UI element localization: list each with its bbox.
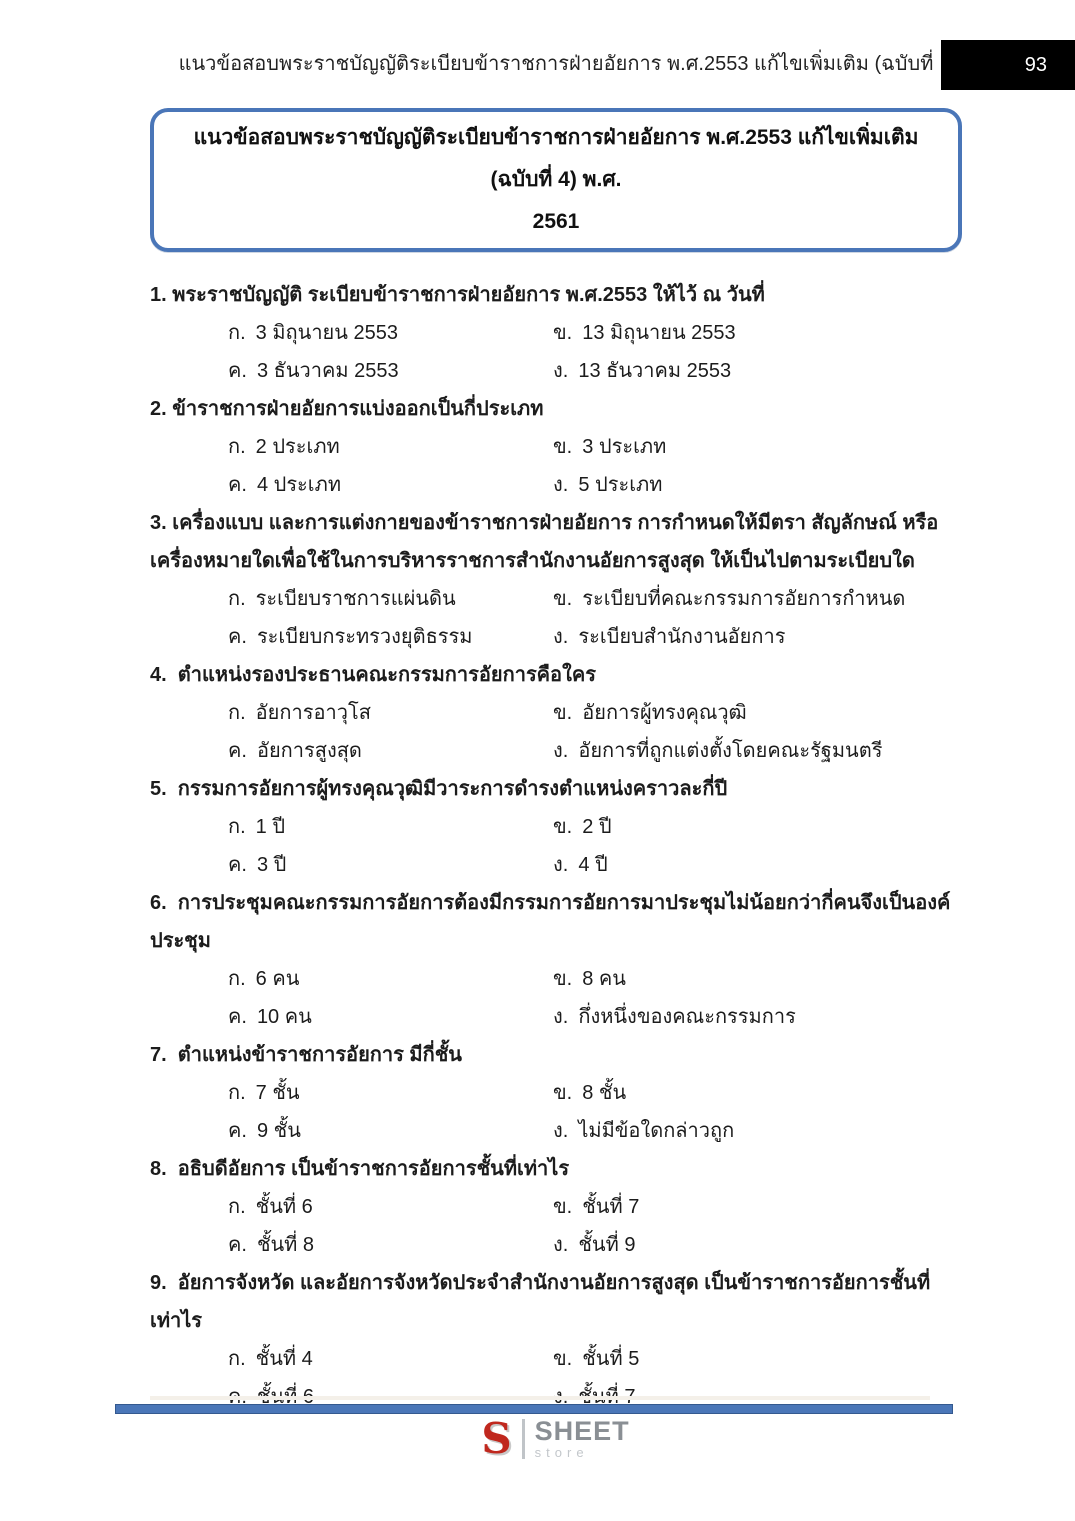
option-text: ระเบียบสำนักงานอัยการ	[578, 626, 786, 648]
answer-option	[553, 960, 962, 998]
question-text: 5. กรรมการอัยการผู้ทรงคุณวุฒิมีวาระการดำรงตำแหน่งคราวละกี่ปี	[150, 778, 728, 800]
answer-option	[228, 1188, 553, 1226]
option-label: ข.	[553, 322, 573, 344]
option-label: ค.	[228, 740, 247, 762]
options-grid	[228, 808, 962, 884]
options-grid	[228, 694, 962, 770]
answer-option	[228, 694, 553, 732]
option-text: 2 ประเภท	[255, 436, 340, 458]
answer-option	[553, 808, 962, 846]
answer-option	[228, 998, 553, 1036]
question-block	[150, 884, 962, 1036]
answer-option	[553, 1226, 962, 1264]
option-label: ข.	[553, 816, 573, 838]
option-text: 4 ปี	[578, 854, 608, 876]
option-label: ข.	[553, 588, 573, 610]
options-grid	[228, 428, 962, 504]
option-label: ง.	[553, 474, 569, 496]
option-label: ข.	[553, 1348, 573, 1370]
options-grid	[228, 580, 962, 656]
footer-logo-area	[36, 1414, 1075, 1463]
answer-option	[553, 694, 962, 732]
answer-option	[553, 1112, 962, 1150]
option-text: อัยการที่ถูกแต่งตั้งโดยคณะรัฐมนตรี	[578, 740, 883, 762]
answer-option	[228, 808, 553, 846]
option-label: ข.	[553, 1082, 573, 1104]
question-block	[150, 1036, 962, 1150]
footer-divider-bar	[115, 1404, 953, 1414]
logo-brand-subtitle: store	[534, 1445, 589, 1460]
options-grid	[228, 960, 962, 1036]
option-text: 13 ธันวาคม 2553	[578, 360, 732, 382]
exam-title-line1: แนวข้อสอบพระราชบัญญัติระเบียบข้าราชการฝ่ายอัยการ พ.ศ.2553 แก้ไขเพิ่มเติม (ฉบับที่ 4) พ.ศ.	[193, 126, 919, 191]
option-label: ง.	[553, 740, 569, 762]
option-text: ระเบียบที่คณะกรรมการอัยการกำหนด	[582, 588, 906, 610]
question-text: 7. ตำแหน่งข้าราชการอัยการ มีกี่ชั้น	[150, 1044, 462, 1066]
option-text: 3 ธันวาคม 2553	[256, 360, 399, 382]
options-grid	[228, 1188, 962, 1264]
option-label: ค.	[228, 626, 247, 648]
option-label: ข.	[553, 968, 573, 990]
exam-title-line2: 2561	[532, 210, 580, 233]
option-label: ข.	[553, 1196, 573, 1218]
options-grid	[228, 1074, 962, 1150]
questions	[150, 276, 962, 1416]
option-text: 5 ประเภท	[578, 474, 663, 496]
option-label: ค.	[228, 854, 247, 876]
option-text: ชั้นที่ 9	[578, 1234, 636, 1256]
option-text: ชั้นที่ 6	[255, 1196, 313, 1218]
content-column	[150, 0, 962, 1416]
option-label: ค.	[228, 360, 247, 382]
option-label: ก.	[228, 816, 246, 838]
running-header-title: แนวข้อสอบพระราชบัญญัติระเบียบข้าราชการฝ่ายอัยการ พ.ศ.2553 แก้ไขเพิ่มเติม (ฉบับที่	[178, 53, 934, 75]
answer-option	[553, 998, 962, 1036]
answer-option	[553, 580, 962, 618]
answer-option	[553, 352, 962, 390]
answer-option	[228, 428, 553, 466]
answer-option	[553, 466, 962, 504]
option-text: อัยการอาวุโส	[255, 702, 371, 724]
question-block	[150, 390, 962, 504]
option-text: ชั้นที่ 5	[582, 1348, 640, 1370]
option-label: ง.	[553, 1234, 569, 1256]
option-text: ชั้นที่ 8	[256, 1234, 315, 1256]
answer-option	[228, 618, 553, 656]
question-text: 4. ตำแหน่งรองประธานคณะกรรมการอัยการคือใคร	[150, 664, 596, 686]
answer-option	[228, 580, 553, 618]
answer-option	[228, 846, 553, 884]
options-grid	[228, 314, 962, 390]
option-text: 4 ประเภท	[256, 474, 341, 496]
option-label: ค.	[228, 474, 247, 496]
answer-option	[228, 1340, 553, 1378]
page-number: 93	[1024, 54, 1047, 76]
option-text: 6 คน	[255, 968, 300, 990]
footer-shadow-strip	[150, 1396, 930, 1400]
answer-option	[553, 618, 962, 656]
option-text: ระเบียบราชการแผ่นดิน	[255, 588, 456, 610]
option-label: ก.	[228, 1082, 246, 1104]
answer-option	[228, 1226, 553, 1264]
option-text: 13 มิถุนายน 2553	[582, 322, 736, 344]
question-block	[150, 504, 962, 656]
logo-text-block	[535, 1418, 630, 1460]
option-label: ก.	[228, 968, 246, 990]
sheet-store-logo-icon: S	[481, 1414, 512, 1463]
question-block	[150, 276, 962, 390]
logo-brand-name: SHEET	[534, 1416, 630, 1446]
answer-option	[553, 846, 962, 884]
option-label: ก.	[228, 588, 246, 610]
option-text: ชั้นที่ 4	[255, 1348, 313, 1370]
option-label: ง.	[553, 626, 569, 648]
option-text: 3 มิถุนายน 2553	[255, 322, 398, 344]
question-text: 2. ข้าราชการฝ่ายอัยการแบ่งออกเป็นกี่ประเภท	[150, 398, 544, 420]
option-label: ง.	[553, 854, 569, 876]
option-label: ง.	[553, 360, 569, 382]
answer-option	[553, 732, 962, 770]
question-text: 1. พระราชบัญญัติ ระเบียบข้าราชการฝ่ายอัยการ พ.ศ.2553 ให้ไว้ ณ วันที่	[150, 284, 765, 306]
question-text: 3. เครื่องแบบ และการแต่งกายของข้าราชการฝ่ายอัยการ การกำหนดให้มีตรา สัญลักษณ์ หรือเครื่องหมายใดเพื่อใช้ในการบริหารราชการสำนักงานอัยการสูงสุด ให้เป็นไปตามระเบียบใด	[150, 512, 939, 572]
answer-option	[228, 314, 553, 352]
answer-option	[228, 466, 553, 504]
option-label: ง.	[553, 1120, 569, 1142]
option-label: ค.	[228, 1006, 247, 1028]
question-block	[150, 656, 962, 770]
answer-option	[553, 1340, 962, 1378]
option-text: ไม่มีข้อใดกล่าวถูก	[578, 1120, 735, 1142]
option-text: อัยการผู้ทรงคุณวุฒิ	[582, 702, 747, 724]
answer-option	[553, 428, 962, 466]
question-text: 8. อธิบดีอัยการ เป็นข้าราชการอัยการชั้นที่เท่าไร	[150, 1158, 570, 1180]
logo-divider-line	[522, 1419, 525, 1459]
option-text: ชั้นที่ 7	[582, 1196, 640, 1218]
option-label: ก.	[228, 702, 246, 724]
option-text: ระเบียบกระทรวงยุติธรรม	[256, 626, 473, 648]
option-text: กึ่งหนึ่งของคณะกรรมการ	[578, 1006, 796, 1028]
question-text: 6. การประชุมคณะกรรมการอัยการต้องมีกรรมการอัยการมาประชุมไม่น้อยกว่ากี่คนจึงเป็นองค์ประชุม	[150, 892, 951, 952]
option-text: อัยการสูงสุด	[256, 740, 362, 762]
sheet-store-logo	[481, 1414, 630, 1463]
exam-title-box	[150, 108, 962, 252]
answer-option	[228, 1074, 553, 1112]
question-block	[150, 770, 962, 884]
option-label: ก.	[228, 1348, 246, 1370]
option-text: 8 ชั้น	[582, 1082, 627, 1104]
option-text: 1 ปี	[255, 816, 286, 838]
option-text: 2 ปี	[582, 816, 612, 838]
option-label: ข.	[553, 702, 573, 724]
option-text: 3 ปี	[256, 854, 287, 876]
answer-option	[553, 1074, 962, 1112]
question-block	[150, 1150, 962, 1264]
option-text: 7 ชั้น	[255, 1082, 300, 1104]
answer-option	[553, 1188, 962, 1226]
option-text: 10 คน	[256, 1006, 312, 1028]
answer-option	[228, 352, 553, 390]
option-label: ก.	[228, 1196, 246, 1218]
option-label: ก.	[228, 436, 246, 458]
answer-option	[228, 732, 553, 770]
option-label: ง.	[553, 1006, 569, 1028]
option-label: ค.	[228, 1234, 247, 1256]
option-text: 9 ชั้น	[256, 1120, 301, 1142]
option-label: ข.	[553, 436, 573, 458]
option-label: ก.	[228, 322, 246, 344]
option-text: 8 คน	[582, 968, 626, 990]
option-text: 3 ประเภท	[582, 436, 667, 458]
question-block	[150, 1264, 962, 1416]
question-text: 9. อัยการจังหวัด และอัยการจังหวัดประจำสำนักงานอัยการสูงสุด เป็นข้าราชการอัยการชั้นที่เท่าไร	[150, 1272, 931, 1332]
answer-option	[553, 314, 962, 352]
answer-option	[228, 960, 553, 998]
option-label: ค.	[228, 1120, 247, 1142]
answer-option	[228, 1112, 553, 1150]
